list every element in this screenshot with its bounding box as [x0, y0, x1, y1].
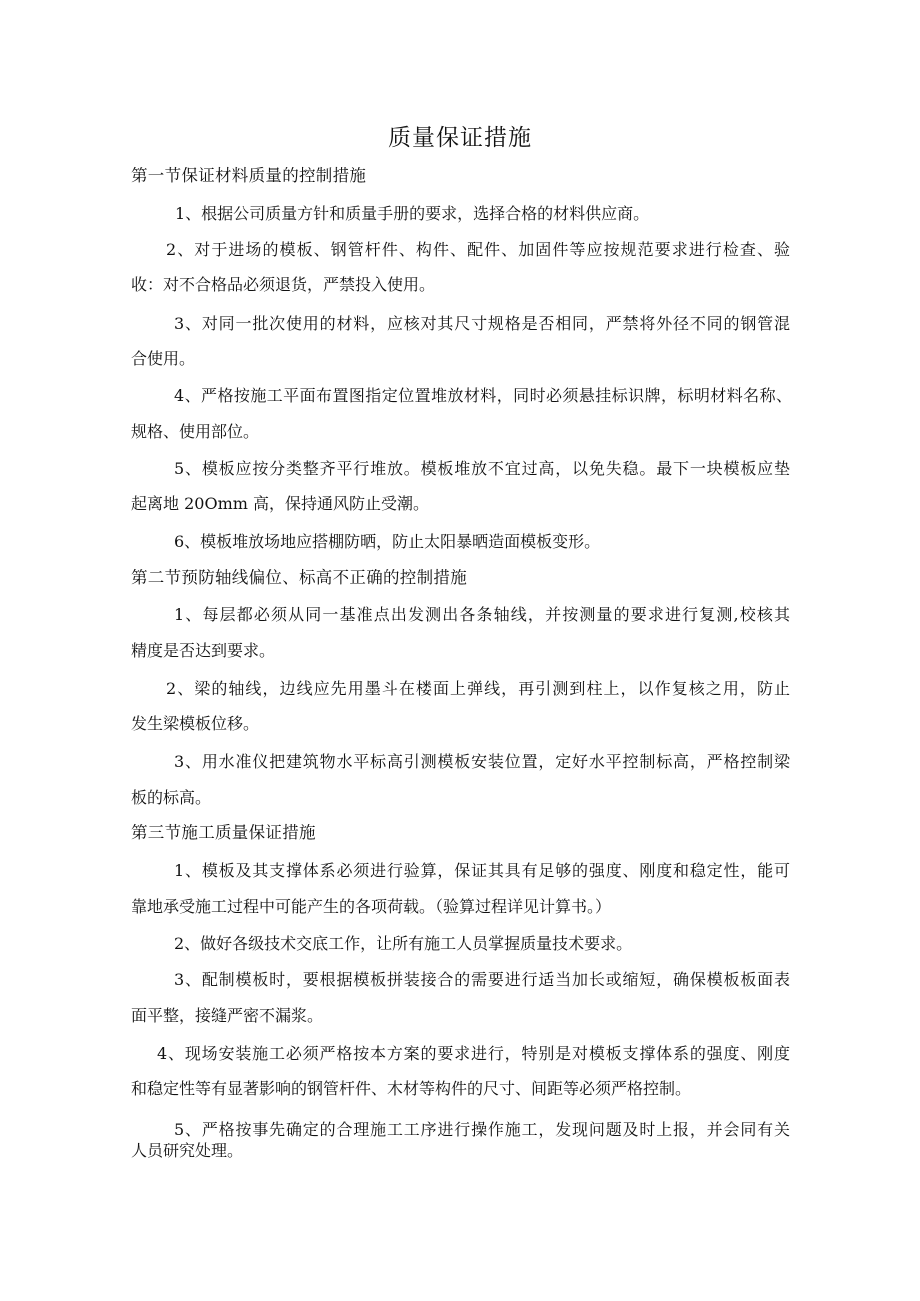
para-3-5-line-1: 5、严格按事先确定的合理施工工序进行操作施工，发现问题及时上报，并会同有关	[174, 1120, 790, 1139]
para-1-3-line-1: 3、对同一批次使用的材料，应核对其尺寸规格是否相同，严禁将外径不同的钢管混	[174, 314, 790, 333]
para-3-4-line-2: 和稳定性等有显著影响的钢管杆件、木材等构件的尺寸、间距等必须严格控制。	[131, 1079, 692, 1098]
para-1-2-line-2: 收：对不合格品必须退货，严禁投入使用。	[131, 275, 436, 294]
para-1-5-line-2: 起离地 20Omm 高，保持通风防止受潮。	[131, 494, 429, 513]
para-3-1-line-2: 靠地承受施工过程中可能产生的各项荷载。（验算过程详见计算书。）	[131, 897, 612, 916]
section-heading-2: 第二节预防轴线偏位、标高不正确的控制措施	[131, 568, 467, 587]
para-1-6-line-1: 6、模板堆放场地应搭棚防晒，防止太阳暴晒造面模板变形。	[174, 532, 601, 551]
para-1-1-line-1: 1、根据公司质量方针和质量手册的要求，选择合格的材料供应商。	[175, 204, 650, 223]
para-3-3-line-2: 面平整，接缝严密不漏浆。	[131, 1006, 324, 1025]
para-2-3-line-2: 板的标高。	[131, 788, 212, 807]
page-title: 质量保证措施	[388, 125, 532, 151]
para-3-4-line-1: 4、现场安装施工必须严格按本方案的要求进行，特别是对模板支撑体系的强度、刚度	[157, 1044, 790, 1063]
para-1-3-line-2: 合使用。	[131, 349, 196, 368]
para-1-4-line-1: 4、严格按施工平面布置图指定位置堆放材料，同时必须悬挂标识牌，标明材料名称、	[174, 386, 792, 405]
para-1-4-line-2: 规格、使用部位。	[131, 422, 260, 441]
para-1-2-line-1: 2、对于进场的模板、钢管杆件、构件、配件、加固件等应按规范要求进行检查、验	[166, 240, 790, 259]
para-3-5-line-2: 人员研究处理。	[131, 1141, 244, 1160]
para-2-2-line-2: 发生梁模板位移。	[131, 714, 260, 733]
para-3-1-line-1: 1、模板及其支撑体系必须进行验算，保证其具有足够的强度、刚度和稳定性，能可	[174, 861, 790, 880]
section-heading-1: 第一节保证材料质量的控制措施	[131, 166, 367, 185]
para-3-3-line-1: 3、配制模板时，要根据模板拼装接合的需要进行适当加长或缩短，确保模板板面表	[174, 970, 790, 989]
para-3-2-line-1: 2、做好各级技术交底工作，让所有施工人员掌握质量技术要求。	[174, 934, 633, 953]
para-1-5-line-1: 5、模板应按分类整齐平行堆放。模板堆放不宜过高，以免失稳。最下一块模板应垫	[174, 459, 790, 478]
para-2-1-line-1: 1、每层都必须从同一基准点出发测出各条轴线，并按测量的要求进行复测,校核其	[174, 605, 790, 624]
section-heading-3: 第三节施工质量保证措施	[131, 823, 316, 842]
para-2-2-line-1: 2、梁的轴线，边线应先用墨斗在楼面上弹线，再引测到柱上，以作复核之用，防止	[166, 679, 790, 698]
para-2-3-line-1: 3、用水准仪把建筑物水平标高引测模板安装位置，定好水平控制标高，严格控制梁	[174, 752, 790, 771]
para-2-1-line-2: 精度是否达到要求。	[131, 641, 276, 660]
